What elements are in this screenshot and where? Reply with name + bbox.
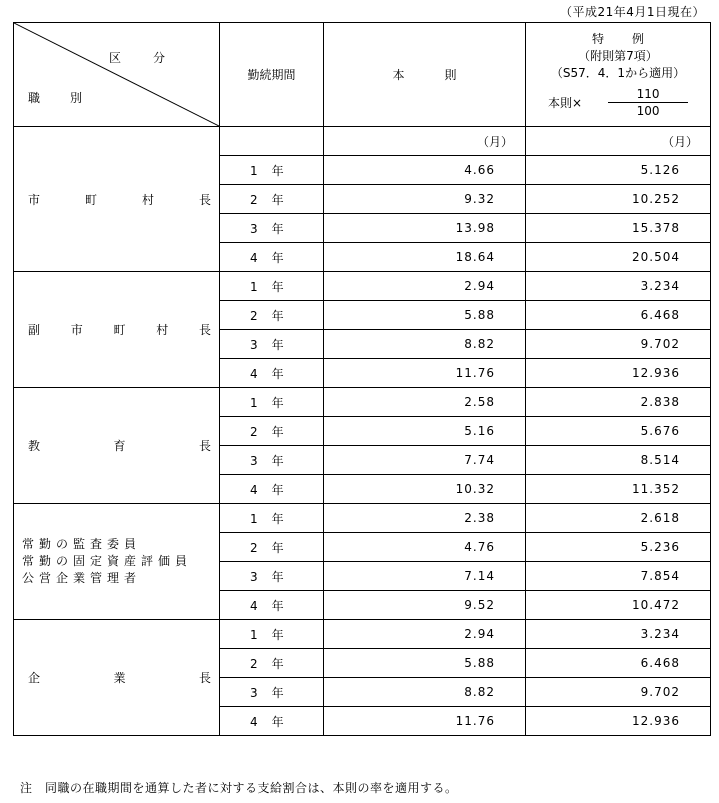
honsoku-value: 5.16 <box>324 417 526 446</box>
honsoku-value: 7.74 <box>324 446 526 475</box>
period-cell: 2年 <box>220 533 324 562</box>
position-line: 常勤の固定資産評価員 <box>22 554 193 568</box>
tokurei-value: 12.936 <box>526 707 711 736</box>
period-cell: 2年 <box>220 649 324 678</box>
honsoku-value: 9.52 <box>324 591 526 620</box>
honsoku-value: 10.32 <box>324 475 526 504</box>
table-row <box>14 272 711 301</box>
honsoku-value: 4.66 <box>324 156 526 185</box>
header-kubun: 区分 <box>108 51 197 65</box>
period-cell: 2年 <box>220 417 324 446</box>
tokurei-value: 5.236 <box>526 533 711 562</box>
tokurei-value: 7.854 <box>526 562 711 591</box>
header-honsoku: 本則 <box>324 23 526 127</box>
period-cell: 1年 <box>220 620 324 649</box>
unit-empty-cell <box>220 127 324 156</box>
tokurei-value: 10.472 <box>526 591 711 620</box>
period-cell: 3年 <box>220 562 324 591</box>
unit-tokurei: （月） <box>526 127 711 156</box>
honsoku-value: 7.14 <box>324 562 526 591</box>
unit-honsoku: （月） <box>324 127 526 156</box>
period-cell: 3年 <box>220 446 324 475</box>
honsoku-value: 4.76 <box>324 533 526 562</box>
honsoku-value: 5.88 <box>324 301 526 330</box>
header-diagonal-cell <box>14 23 220 127</box>
period-cell: 1年 <box>220 156 324 185</box>
diagonal-line <box>14 23 219 126</box>
position-label: 企 業 長 <box>28 671 211 685</box>
position-cell <box>14 272 220 388</box>
tokurei-value: 6.468 <box>526 649 711 678</box>
tokurei-value: 9.702 <box>526 330 711 359</box>
formula-numerator: 110 <box>608 86 688 103</box>
position-cell <box>14 620 220 736</box>
formula-label: 本則× <box>547 95 583 110</box>
honsoku-value: 2.94 <box>324 272 526 301</box>
period-cell: 2年 <box>220 185 324 214</box>
position-cell <box>14 504 220 620</box>
tokurei-sub1: （附則第7項） <box>578 49 658 63</box>
table-row <box>14 504 711 533</box>
honsoku-value: 9.32 <box>324 185 526 214</box>
tokurei-value: 15.378 <box>526 214 711 243</box>
tokurei-value: 9.702 <box>526 678 711 707</box>
header-row <box>14 23 711 127</box>
position-label: 副 市 町 村 長 <box>28 323 211 337</box>
honsoku-value: 13.98 <box>324 214 526 243</box>
honsoku-value: 2.58 <box>324 388 526 417</box>
tokurei-value: 12.936 <box>526 359 711 388</box>
period-cell: 3年 <box>220 330 324 359</box>
tokurei-value: 8.514 <box>526 446 711 475</box>
honsoku-value: 8.82 <box>324 330 526 359</box>
honsoku-value: 2.94 <box>324 620 526 649</box>
header-period: 勤続期間 <box>220 23 324 127</box>
tokurei-value: 3.234 <box>526 620 711 649</box>
tokurei-value: 11.352 <box>526 475 711 504</box>
header-tokurei <box>526 23 711 127</box>
position-cell <box>14 388 220 504</box>
tokurei-formula <box>526 86 710 120</box>
tokurei-value: 3.234 <box>526 272 711 301</box>
table-row <box>14 620 711 649</box>
header-shokubetsu: 職別 <box>28 91 113 105</box>
retirement-allowance-table <box>13 22 711 736</box>
period-cell: 2年 <box>220 301 324 330</box>
honsoku-value: 11.76 <box>324 707 526 736</box>
honsoku-value: 8.82 <box>324 678 526 707</box>
period-cell: 1年 <box>220 504 324 533</box>
tokurei-value: 6.468 <box>526 301 711 330</box>
position-label: 市 町 村 長 <box>28 192 211 207</box>
tokurei-value: 2.838 <box>526 388 711 417</box>
tokurei-value: 20.504 <box>526 243 711 272</box>
period-cell: 3年 <box>220 214 324 243</box>
period-cell: 4年 <box>220 475 324 504</box>
honsoku-value: 11.76 <box>324 359 526 388</box>
footnote: 注 同職の在職期間を通算した者に対する支給割合は、本則の率を適用する。 <box>20 781 458 795</box>
tokurei-value: 5.126 <box>526 156 711 185</box>
period-cell: 4年 <box>220 243 324 272</box>
period-cell: 4年 <box>220 707 324 736</box>
period-cell: 4年 <box>220 591 324 620</box>
tokurei-value: 5.676 <box>526 417 711 446</box>
table-row <box>14 388 711 417</box>
tokurei-value: 2.618 <box>526 504 711 533</box>
tokurei-sub2: （S57．4．1から適用） <box>550 66 686 80</box>
position-cell <box>14 127 220 272</box>
honsoku-value: 2.38 <box>324 504 526 533</box>
position-line: 公営企業管理者 <box>22 571 142 585</box>
unit-row <box>14 127 711 156</box>
honsoku-value: 5.88 <box>324 649 526 678</box>
position-label: 教 育 長 <box>28 439 211 453</box>
period-cell: 1年 <box>220 272 324 301</box>
position-line: 常勤の監査委員 <box>22 537 142 551</box>
period-cell: 4年 <box>220 359 324 388</box>
formula-denominator: 100 <box>636 104 660 118</box>
period-cell: 1年 <box>220 388 324 417</box>
honsoku-value: 18.64 <box>324 243 526 272</box>
formula-fraction <box>608 86 688 120</box>
as-of-date: （平成21年4月1日現在） <box>559 5 705 19</box>
period-cell: 3年 <box>220 678 324 707</box>
tokurei-title: 特例 <box>591 32 672 46</box>
tokurei-value: 10.252 <box>526 185 711 214</box>
